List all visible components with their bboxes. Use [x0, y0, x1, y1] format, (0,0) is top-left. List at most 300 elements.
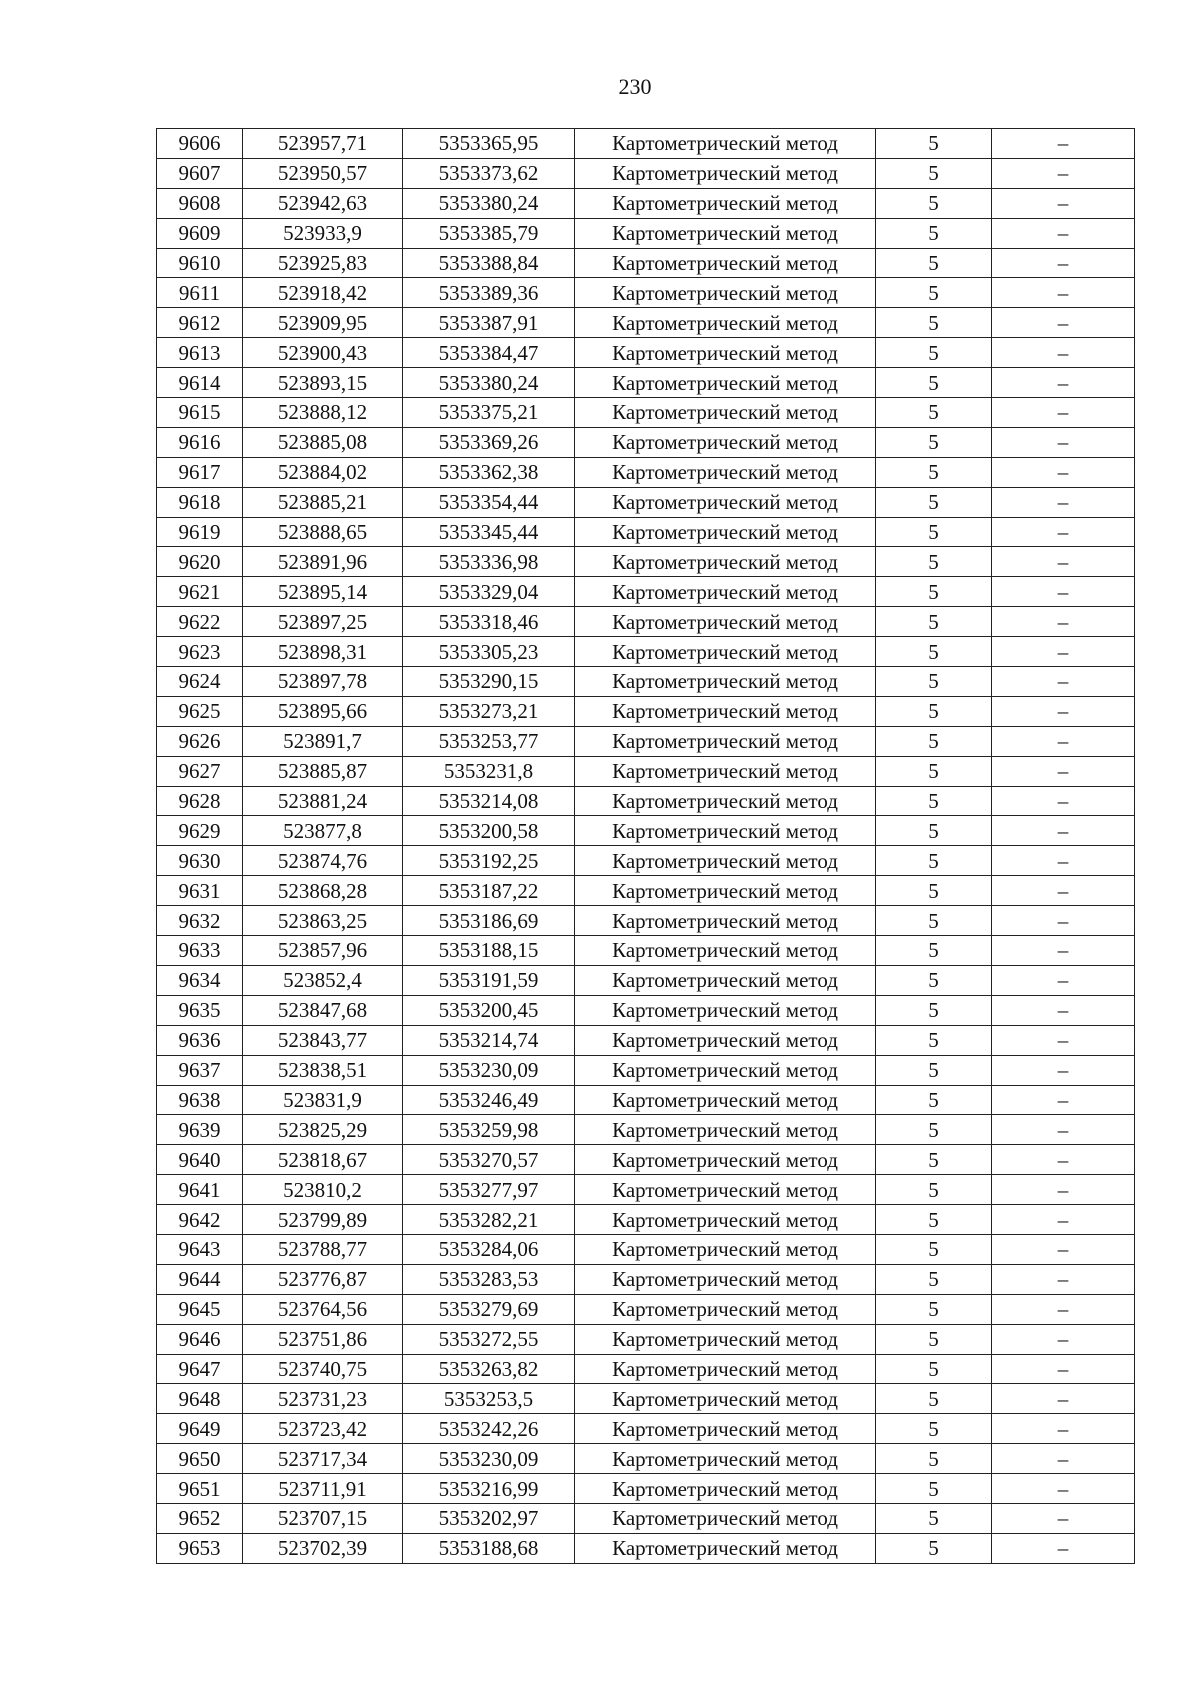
x-coordinate-cell: 523957,71 [243, 129, 403, 159]
accuracy-cell: 5 [876, 129, 992, 159]
y-coordinate-cell: 5353200,45 [403, 995, 575, 1025]
point-number-cell: 9621 [157, 577, 243, 607]
x-coordinate-cell: 523788,77 [243, 1234, 403, 1264]
point-number-cell: 9606 [157, 129, 243, 159]
note-cell: – [992, 965, 1135, 995]
x-coordinate-cell: 523891,7 [243, 726, 403, 756]
point-number-cell: 9638 [157, 1085, 243, 1115]
coordinates-table [156, 128, 1135, 1564]
table-row [157, 308, 1135, 338]
note-cell: – [992, 1444, 1135, 1474]
y-coordinate-cell: 5353380,24 [403, 368, 575, 398]
y-coordinate-cell: 5353188,68 [403, 1533, 575, 1563]
y-coordinate-cell: 5353192,25 [403, 846, 575, 876]
point-number-cell: 9647 [157, 1354, 243, 1384]
table-row [157, 248, 1135, 278]
table-row [157, 696, 1135, 726]
method-cell: Картометрический метод [575, 846, 876, 876]
x-coordinate-cell: 523764,56 [243, 1294, 403, 1324]
point-number-cell: 9653 [157, 1533, 243, 1563]
method-cell: Картометрический метод [575, 667, 876, 697]
table-row [157, 487, 1135, 517]
point-number-cell: 9639 [157, 1115, 243, 1145]
y-coordinate-cell: 5353354,44 [403, 487, 575, 517]
point-number-cell: 9611 [157, 278, 243, 308]
point-number-cell: 9627 [157, 756, 243, 786]
accuracy-cell: 5 [876, 1444, 992, 1474]
table-row [157, 756, 1135, 786]
method-cell: Картометрический метод [575, 995, 876, 1025]
point-number-cell: 9643 [157, 1234, 243, 1264]
accuracy-cell: 5 [876, 1085, 992, 1115]
accuracy-cell: 5 [876, 786, 992, 816]
table-row [157, 1145, 1135, 1175]
table-row [157, 906, 1135, 936]
point-number-cell: 9633 [157, 936, 243, 966]
table-row [157, 846, 1135, 876]
note-cell: – [992, 995, 1135, 1025]
table-row [157, 936, 1135, 966]
x-coordinate-cell: 523717,34 [243, 1444, 403, 1474]
note-cell: – [992, 816, 1135, 846]
point-number-cell: 9625 [157, 696, 243, 726]
y-coordinate-cell: 5353242,26 [403, 1414, 575, 1444]
method-cell: Картометрический метод [575, 457, 876, 487]
table-row [157, 517, 1135, 547]
x-coordinate-cell: 523925,83 [243, 248, 403, 278]
point-number-cell: 9645 [157, 1294, 243, 1324]
y-coordinate-cell: 5353318,46 [403, 607, 575, 637]
note-cell: – [992, 129, 1135, 159]
note-cell: – [992, 1414, 1135, 1444]
table-row [157, 995, 1135, 1025]
method-cell: Картометрический метод [575, 1175, 876, 1205]
point-number-cell: 9630 [157, 846, 243, 876]
note-cell: – [992, 457, 1135, 487]
method-cell: Картометрический метод [575, 338, 876, 368]
x-coordinate-cell: 523843,77 [243, 1025, 403, 1055]
y-coordinate-cell: 5353282,21 [403, 1205, 575, 1235]
note-cell: – [992, 487, 1135, 517]
point-number-cell: 9622 [157, 607, 243, 637]
x-coordinate-cell: 523877,8 [243, 816, 403, 846]
y-coordinate-cell: 5353380,24 [403, 188, 575, 218]
method-cell: Картометрический метод [575, 696, 876, 726]
y-coordinate-cell: 5353200,58 [403, 816, 575, 846]
x-coordinate-cell: 523897,25 [243, 607, 403, 637]
y-coordinate-cell: 5353279,69 [403, 1294, 575, 1324]
method-cell: Картометрический метод [575, 1354, 876, 1384]
table-row [157, 457, 1135, 487]
point-number-cell: 9619 [157, 517, 243, 547]
note-cell: – [992, 308, 1135, 338]
accuracy-cell: 5 [876, 667, 992, 697]
x-coordinate-cell: 523818,67 [243, 1145, 403, 1175]
table-row [157, 876, 1135, 906]
method-cell: Картометрический метод [575, 1294, 876, 1324]
method-cell: Картометрический метод [575, 607, 876, 637]
point-number-cell: 9628 [157, 786, 243, 816]
x-coordinate-cell: 523868,28 [243, 876, 403, 906]
point-number-cell: 9616 [157, 427, 243, 457]
accuracy-cell: 5 [876, 1234, 992, 1264]
point-number-cell: 9652 [157, 1503, 243, 1533]
y-coordinate-cell: 5353202,97 [403, 1503, 575, 1533]
y-coordinate-cell: 5353191,59 [403, 965, 575, 995]
table-row [157, 1414, 1135, 1444]
note-cell: – [992, 1145, 1135, 1175]
method-cell: Картометрический метод [575, 427, 876, 457]
accuracy-cell: 5 [876, 936, 992, 966]
note-cell: – [992, 1175, 1135, 1205]
method-cell: Картометрический метод [575, 1264, 876, 1294]
y-coordinate-cell: 5353214,74 [403, 1025, 575, 1055]
accuracy-cell: 5 [876, 1474, 992, 1504]
point-number-cell: 9613 [157, 338, 243, 368]
y-coordinate-cell: 5353246,49 [403, 1085, 575, 1115]
table-row [157, 547, 1135, 577]
y-coordinate-cell: 5353388,84 [403, 248, 575, 278]
table-row [157, 1444, 1135, 1474]
x-coordinate-cell: 523918,42 [243, 278, 403, 308]
accuracy-cell: 5 [876, 577, 992, 607]
y-coordinate-cell: 5353305,23 [403, 637, 575, 667]
note-cell: – [992, 786, 1135, 816]
note-cell: – [992, 188, 1135, 218]
point-number-cell: 9646 [157, 1324, 243, 1354]
accuracy-cell: 5 [876, 278, 992, 308]
point-number-cell: 9615 [157, 398, 243, 428]
table-row [157, 1055, 1135, 1085]
method-cell: Картометрический метод [575, 1474, 876, 1504]
accuracy-cell: 5 [876, 876, 992, 906]
point-number-cell: 9608 [157, 188, 243, 218]
note-cell: – [992, 607, 1135, 637]
method-cell: Картометрический метод [575, 368, 876, 398]
note-cell: – [992, 517, 1135, 547]
table-row [157, 427, 1135, 457]
y-coordinate-cell: 5353336,98 [403, 547, 575, 577]
method-cell: Картометрический метод [575, 1384, 876, 1414]
table-row [157, 1354, 1135, 1384]
y-coordinate-cell: 5353187,22 [403, 876, 575, 906]
accuracy-cell: 5 [876, 696, 992, 726]
point-number-cell: 9641 [157, 1175, 243, 1205]
accuracy-cell: 5 [876, 487, 992, 517]
table-row [157, 667, 1135, 697]
note-cell: – [992, 398, 1135, 428]
table-row [157, 1294, 1135, 1324]
table-row [157, 1085, 1135, 1115]
table-row [157, 1175, 1135, 1205]
table-row [157, 1474, 1135, 1504]
accuracy-cell: 5 [876, 188, 992, 218]
accuracy-cell: 5 [876, 547, 992, 577]
method-cell: Картометрический метод [575, 487, 876, 517]
y-coordinate-cell: 5353345,44 [403, 517, 575, 547]
table-row [157, 188, 1135, 218]
y-coordinate-cell: 5353277,97 [403, 1175, 575, 1205]
y-coordinate-cell: 5353253,77 [403, 726, 575, 756]
point-number-cell: 9648 [157, 1384, 243, 1414]
accuracy-cell: 5 [876, 158, 992, 188]
accuracy-cell: 5 [876, 1503, 992, 1533]
x-coordinate-cell: 523857,96 [243, 936, 403, 966]
x-coordinate-cell: 523707,15 [243, 1503, 403, 1533]
method-cell: Картометрический метод [575, 517, 876, 547]
table-row [157, 577, 1135, 607]
note-cell: – [992, 278, 1135, 308]
method-cell: Картометрический метод [575, 1234, 876, 1264]
accuracy-cell: 5 [876, 398, 992, 428]
point-number-cell: 9617 [157, 457, 243, 487]
x-coordinate-cell: 523950,57 [243, 158, 403, 188]
x-coordinate-cell: 523751,86 [243, 1324, 403, 1354]
table-row [157, 278, 1135, 308]
accuracy-cell: 5 [876, 218, 992, 248]
x-coordinate-cell: 523825,29 [243, 1115, 403, 1145]
note-cell: – [992, 1115, 1135, 1145]
page-number: 230 [618, 74, 652, 99]
y-coordinate-cell: 5353253,5 [403, 1384, 575, 1414]
x-coordinate-cell: 523838,51 [243, 1055, 403, 1085]
note-cell: – [992, 1264, 1135, 1294]
note-cell: – [992, 756, 1135, 786]
accuracy-cell: 5 [876, 1294, 992, 1324]
table-row [157, 1115, 1135, 1145]
method-cell: Картометрический метод [575, 637, 876, 667]
point-number-cell: 9635 [157, 995, 243, 1025]
point-number-cell: 9632 [157, 906, 243, 936]
note-cell: – [992, 1384, 1135, 1414]
note-cell: – [992, 1503, 1135, 1533]
accuracy-cell: 5 [876, 427, 992, 457]
method-cell: Картометрический метод [575, 129, 876, 159]
accuracy-cell: 5 [876, 1354, 992, 1384]
y-coordinate-cell: 5353369,26 [403, 427, 575, 457]
method-cell: Картометрический метод [575, 158, 876, 188]
x-coordinate-cell: 523852,4 [243, 965, 403, 995]
method-cell: Картометрический метод [575, 1055, 876, 1085]
method-cell: Картометрический метод [575, 218, 876, 248]
point-number-cell: 9650 [157, 1444, 243, 1474]
note-cell: – [992, 368, 1135, 398]
table-row [157, 1025, 1135, 1055]
note-cell: – [992, 1055, 1135, 1085]
y-coordinate-cell: 5353263,82 [403, 1354, 575, 1384]
accuracy-cell: 5 [876, 637, 992, 667]
table-row [157, 338, 1135, 368]
table-row [157, 368, 1135, 398]
point-number-cell: 9624 [157, 667, 243, 697]
point-number-cell: 9637 [157, 1055, 243, 1085]
note-cell: – [992, 427, 1135, 457]
note-cell: – [992, 158, 1135, 188]
table-row [157, 607, 1135, 637]
accuracy-cell: 5 [876, 368, 992, 398]
accuracy-cell: 5 [876, 1384, 992, 1414]
note-cell: – [992, 906, 1135, 936]
note-cell: – [992, 667, 1135, 697]
method-cell: Картометрический метод [575, 1324, 876, 1354]
note-cell: – [992, 1234, 1135, 1264]
point-number-cell: 9631 [157, 876, 243, 906]
y-coordinate-cell: 5353214,08 [403, 786, 575, 816]
table-row [157, 1384, 1135, 1414]
note-cell: – [992, 1533, 1135, 1563]
method-cell: Картометрический метод [575, 1533, 876, 1563]
y-coordinate-cell: 5353389,36 [403, 278, 575, 308]
table-row [157, 786, 1135, 816]
x-coordinate-cell: 523888,65 [243, 517, 403, 547]
y-coordinate-cell: 5353231,8 [403, 756, 575, 786]
method-cell: Картометрический метод [575, 876, 876, 906]
y-coordinate-cell: 5353385,79 [403, 218, 575, 248]
x-coordinate-cell: 523874,76 [243, 846, 403, 876]
x-coordinate-cell: 523711,91 [243, 1474, 403, 1504]
point-number-cell: 9644 [157, 1264, 243, 1294]
point-number-cell: 9620 [157, 547, 243, 577]
y-coordinate-cell: 5353365,95 [403, 129, 575, 159]
method-cell: Картометрический метод [575, 1503, 876, 1533]
method-cell: Картометрический метод [575, 188, 876, 218]
point-number-cell: 9649 [157, 1414, 243, 1444]
y-coordinate-cell: 5353375,21 [403, 398, 575, 428]
point-number-cell: 9642 [157, 1205, 243, 1235]
x-coordinate-cell: 523933,9 [243, 218, 403, 248]
table-row [157, 129, 1135, 159]
method-cell: Картометрический метод [575, 1444, 876, 1474]
coordinates-table-body [157, 129, 1135, 1564]
method-cell: Картометрический метод [575, 577, 876, 607]
x-coordinate-cell: 523909,95 [243, 308, 403, 338]
note-cell: – [992, 248, 1135, 278]
x-coordinate-cell: 523891,96 [243, 547, 403, 577]
table-row [157, 816, 1135, 846]
method-cell: Картометрический метод [575, 936, 876, 966]
table-row [157, 398, 1135, 428]
x-coordinate-cell: 523885,87 [243, 756, 403, 786]
x-coordinate-cell: 523895,66 [243, 696, 403, 726]
method-cell: Картометрический метод [575, 308, 876, 338]
note-cell: – [992, 1205, 1135, 1235]
x-coordinate-cell: 523895,14 [243, 577, 403, 607]
point-number-cell: 9651 [157, 1474, 243, 1504]
point-number-cell: 9607 [157, 158, 243, 188]
note-cell: – [992, 1474, 1135, 1504]
accuracy-cell: 5 [876, 1205, 992, 1235]
x-coordinate-cell: 523740,75 [243, 1354, 403, 1384]
table-row [157, 1234, 1135, 1264]
y-coordinate-cell: 5353259,98 [403, 1115, 575, 1145]
y-coordinate-cell: 5353284,06 [403, 1234, 575, 1264]
point-number-cell: 9636 [157, 1025, 243, 1055]
note-cell: – [992, 1025, 1135, 1055]
x-coordinate-cell: 523885,08 [243, 427, 403, 457]
accuracy-cell: 5 [876, 1145, 992, 1175]
x-coordinate-cell: 523847,68 [243, 995, 403, 1025]
y-coordinate-cell: 5353329,04 [403, 577, 575, 607]
accuracy-cell: 5 [876, 756, 992, 786]
method-cell: Картометрический метод [575, 1205, 876, 1235]
point-number-cell: 9609 [157, 218, 243, 248]
y-coordinate-cell: 5353290,15 [403, 667, 575, 697]
y-coordinate-cell: 5353273,21 [403, 696, 575, 726]
note-cell: – [992, 547, 1135, 577]
accuracy-cell: 5 [876, 248, 992, 278]
method-cell: Картометрический метод [575, 278, 876, 308]
accuracy-cell: 5 [876, 726, 992, 756]
table-row [157, 637, 1135, 667]
x-coordinate-cell: 523776,87 [243, 1264, 403, 1294]
x-coordinate-cell: 523881,24 [243, 786, 403, 816]
x-coordinate-cell: 523799,89 [243, 1205, 403, 1235]
point-number-cell: 9618 [157, 487, 243, 517]
y-coordinate-cell: 5353387,91 [403, 308, 575, 338]
table-row [157, 158, 1135, 188]
y-coordinate-cell: 5353230,09 [403, 1055, 575, 1085]
accuracy-cell: 5 [876, 1533, 992, 1563]
x-coordinate-cell: 523942,63 [243, 188, 403, 218]
x-coordinate-cell: 523702,39 [243, 1533, 403, 1563]
x-coordinate-cell: 523831,9 [243, 1085, 403, 1115]
point-number-cell: 9623 [157, 637, 243, 667]
accuracy-cell: 5 [876, 338, 992, 368]
accuracy-cell: 5 [876, 308, 992, 338]
accuracy-cell: 5 [876, 965, 992, 995]
note-cell: – [992, 846, 1135, 876]
point-number-cell: 9612 [157, 308, 243, 338]
note-cell: – [992, 218, 1135, 248]
y-coordinate-cell: 5353283,53 [403, 1264, 575, 1294]
method-cell: Картометрический метод [575, 1025, 876, 1055]
accuracy-cell: 5 [876, 995, 992, 1025]
x-coordinate-cell: 523731,23 [243, 1384, 403, 1414]
point-number-cell: 9634 [157, 965, 243, 995]
method-cell: Картометрический метод [575, 547, 876, 577]
accuracy-cell: 5 [876, 1055, 992, 1085]
method-cell: Картометрический метод [575, 726, 876, 756]
y-coordinate-cell: 5353362,38 [403, 457, 575, 487]
accuracy-cell: 5 [876, 457, 992, 487]
accuracy-cell: 5 [876, 1264, 992, 1294]
x-coordinate-cell: 523885,21 [243, 487, 403, 517]
x-coordinate-cell: 523723,42 [243, 1414, 403, 1444]
method-cell: Картометрический метод [575, 1145, 876, 1175]
y-coordinate-cell: 5353384,47 [403, 338, 575, 368]
table-row [157, 1324, 1135, 1354]
method-cell: Картометрический метод [575, 1115, 876, 1145]
x-coordinate-cell: 523888,12 [243, 398, 403, 428]
x-coordinate-cell: 523897,78 [243, 667, 403, 697]
method-cell: Картометрический метод [575, 1085, 876, 1115]
method-cell: Картометрический метод [575, 965, 876, 995]
table-row [157, 1264, 1135, 1294]
point-number-cell: 9626 [157, 726, 243, 756]
y-coordinate-cell: 5353272,55 [403, 1324, 575, 1354]
method-cell: Картометрический метод [575, 786, 876, 816]
table-row [157, 218, 1135, 248]
accuracy-cell: 5 [876, 1324, 992, 1354]
note-cell: – [992, 1294, 1135, 1324]
y-coordinate-cell: 5353270,57 [403, 1145, 575, 1175]
note-cell: – [992, 637, 1135, 667]
point-number-cell: 9610 [157, 248, 243, 278]
table-row [157, 726, 1135, 756]
y-coordinate-cell: 5353186,69 [403, 906, 575, 936]
accuracy-cell: 5 [876, 1175, 992, 1205]
note-cell: – [992, 338, 1135, 368]
